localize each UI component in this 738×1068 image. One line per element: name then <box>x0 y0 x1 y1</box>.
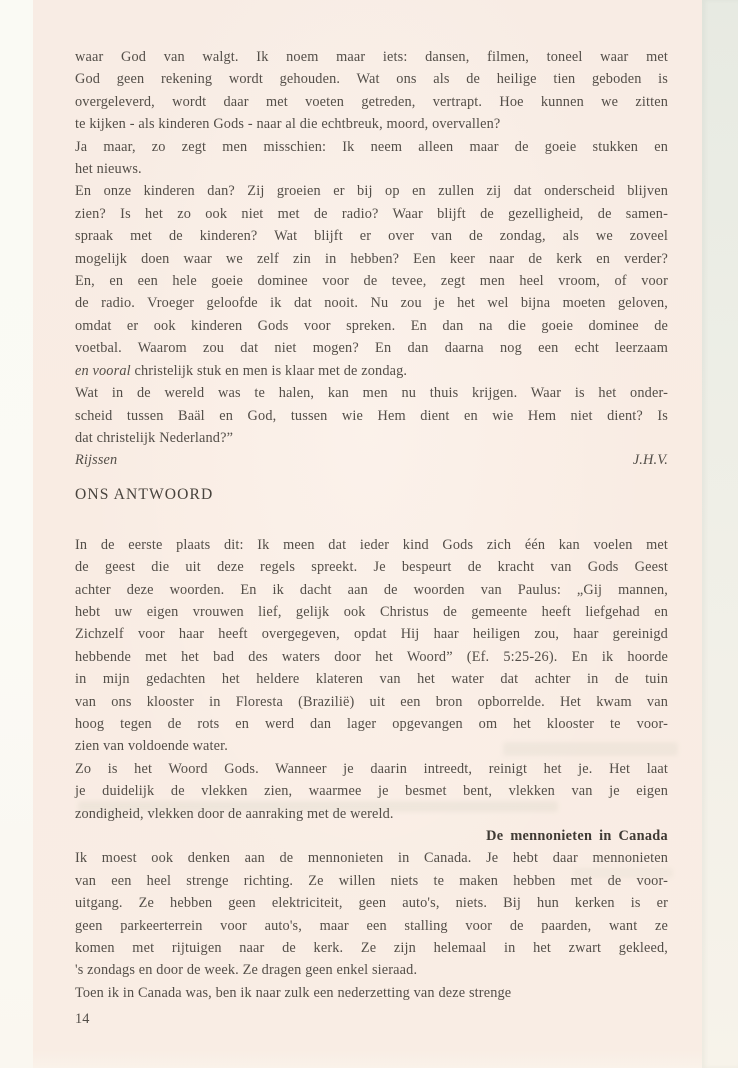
text-segment: Ik moest ook denken aan de mennonieten in Canada. Je hebt daar mennonieten <box>75 850 668 867</box>
text-segment: En, en een hele goeie dominee voor de tevee, zegt men heel vroom, of voor <box>75 273 668 290</box>
text-segment: In de eerste plaats dit: Ik meen dat ieder kind Gods zich één kan voelen met <box>75 536 668 553</box>
text-line <box>75 623 668 645</box>
text-line <box>75 534 668 556</box>
text-line <box>75 158 668 180</box>
text-segment: in mijn gedachten het heldere klateren van het water dat achter in de tuin <box>75 671 668 688</box>
text-line <box>75 248 668 270</box>
text-line <box>75 915 668 937</box>
text-line <box>75 225 668 247</box>
paragraph <box>75 46 668 449</box>
emphasized-text: en vooral <box>75 362 131 379</box>
paragraph <box>75 534 668 825</box>
text-segment: achter deze woorden. En ik dacht aan de woorden van Paulus: „Gij mannen, <box>75 581 668 598</box>
text-line <box>75 959 668 981</box>
text-segment: dat christelijk Nederland?” <box>75 429 234 446</box>
text-segment: de geest die uit deze regels spreekt. Je bespeurt de kracht van Gods Geest <box>75 559 668 576</box>
text-line <box>75 758 668 780</box>
text-segment: te kijken - als kinderen Gods - naar al die echtbreuk, moord, overvallen? <box>75 116 501 133</box>
text-line <box>75 780 668 802</box>
text-segment: 's zondags en door de week. Ze dragen geen enkel sieraad. <box>75 962 418 979</box>
text-segment: van ons klooster in Floresta (Brazilië) uit een bron opborrelde. Het kwam van <box>75 693 668 710</box>
text-line <box>75 203 668 225</box>
text-line <box>75 691 668 713</box>
text-line <box>75 982 668 1004</box>
section-heading: ONS ANTWOORD <box>75 485 214 503</box>
text-line <box>75 937 668 959</box>
text-segment: spraak met de kinderen? Wat blijft er over van de zondag, als we zoveel <box>75 228 668 245</box>
text-segment: overgeleverd, wordt daar met voeten getreden, vertrapt. Hoe kunnen we zitten <box>75 93 668 110</box>
text-column <box>75 46 668 1031</box>
text-segment: de radio. Vroeger geloofde ik dat nooit. Nu zou je het wel bijna moeten geloven, <box>75 295 668 312</box>
text-segment: scheid tussen Baäl en God, tussen wie Hem dient en wie Hem niet dient? Is <box>75 407 668 424</box>
text-line <box>75 292 668 314</box>
text-segment: zondigheid, vlekken door de aanraking met de wereld. <box>75 805 394 822</box>
paragraph <box>75 847 668 1004</box>
text-line <box>75 136 668 158</box>
text-line <box>75 180 668 202</box>
text-line <box>75 405 668 427</box>
text-segment: Ja maar, zo zegt men misschien: Ik neem alleen maar de goeie stukken en <box>75 138 668 155</box>
text-segment: komen met rijtuigen naar de kerk. Ze zijn helemaal in het zwart gekleed, <box>75 940 668 957</box>
text-line <box>75 46 668 68</box>
text-line <box>75 803 668 825</box>
paper-sheet <box>33 0 702 1068</box>
text-segment: uitgang. Ze hebben geen elektriciteit, geen auto's, niets. Bij hun kerken is er <box>75 895 668 912</box>
text-segment: voetbal. Waarom zou dat niet mogen? En dan daarna nog een echt leerzaam <box>75 340 668 357</box>
text-segment: het nieuws. <box>75 161 142 178</box>
text-segment: Wat in de wereld was te halen, kan men nu thuis krijgen. Waar is het onder- <box>75 385 668 402</box>
text-segment: geen parkeerterrein voor auto's, maar een stalling voor de paarden, want ze <box>75 917 668 934</box>
page-edge-strip-right <box>702 0 738 1068</box>
text-line <box>75 713 668 735</box>
text-line <box>75 68 668 90</box>
text-segment: Zo is het Woord Gods. Wanneer je daarin intreedt, reinigt het je. Het laat <box>75 760 668 777</box>
text-line <box>75 646 668 668</box>
page-edge-bottom <box>33 1050 702 1068</box>
text-line <box>75 579 668 601</box>
text-segment: zien van voldoende water. <box>75 738 229 755</box>
text-line <box>75 668 668 690</box>
text-line <box>75 427 668 449</box>
text-line <box>75 360 668 382</box>
text-segment: van een heel strenge richting. Ze willen niets te maken hebben met de voor- <box>75 872 668 889</box>
text-segment: zien? Is het zo ook niet met de radio? Waar blijft de gezelligheid, de samen- <box>75 205 668 222</box>
text-segment: je duidelijk de vlekken zien, waarmee je besmet bent, vlekken van je eigen <box>75 783 668 800</box>
text-segment: hoog tegen de rots en werd dan lager opgevangen om het klooster te voor- <box>75 715 668 732</box>
text-line <box>75 113 668 135</box>
signature-initials: J.H.V. <box>632 452 668 469</box>
text-segment: hebt uw eigen vrouwen lief, gelijk ook Christus de gemeente heeft liefgehad en <box>75 603 668 620</box>
text-segment: Zichzelf voor haar heeft overgegeven, opdat Hij haar heiligen zou, haar gereinigd <box>75 626 668 643</box>
text-segment: mogelijk doen waar we zelf zin in hebben? Een keer naar de kerk en verder? <box>75 250 668 267</box>
page-number: 14 <box>75 1011 90 1028</box>
text-segment: Toen ik in Canada was, ben ik naar zulk een nederzetting van deze strenge <box>75 984 512 1001</box>
scanner-margin-left <box>0 0 33 1068</box>
signature-place: Rijssen <box>75 452 118 469</box>
text-line <box>75 315 668 337</box>
text-segment: God geen rekening wordt gehouden. Wat ons als de heilige tien geboden is <box>75 71 668 88</box>
text-line <box>75 91 668 113</box>
text-line <box>75 556 668 578</box>
text-line <box>75 382 668 404</box>
text-line <box>75 892 668 914</box>
text-segment: christelijk stuk en men is klaar met de zondag. <box>130 362 408 379</box>
signature-row <box>75 449 668 471</box>
text-segment: hebbende met het bad des waters door het Woord” (Ef. 5:25-26). En ik hoorde <box>75 648 668 665</box>
text-line <box>75 847 668 869</box>
sub-heading: De mennonieten in Canada <box>486 828 668 844</box>
text-line <box>75 601 668 623</box>
text-line <box>75 870 668 892</box>
text-line <box>75 735 668 757</box>
text-segment: En onze kinderen dan? Zij groeien er bij op en zullen zij dat onderscheid blijven <box>75 183 668 200</box>
text-line <box>75 270 668 292</box>
text-line <box>75 337 668 359</box>
text-segment: omdat er ook kinderen Gods voor spreken. En dan na die goeie dominee de <box>75 317 668 334</box>
text-segment: waar God van walgt. Ik noem maar iets: dansen, filmen, toneel waar met <box>75 49 668 65</box>
